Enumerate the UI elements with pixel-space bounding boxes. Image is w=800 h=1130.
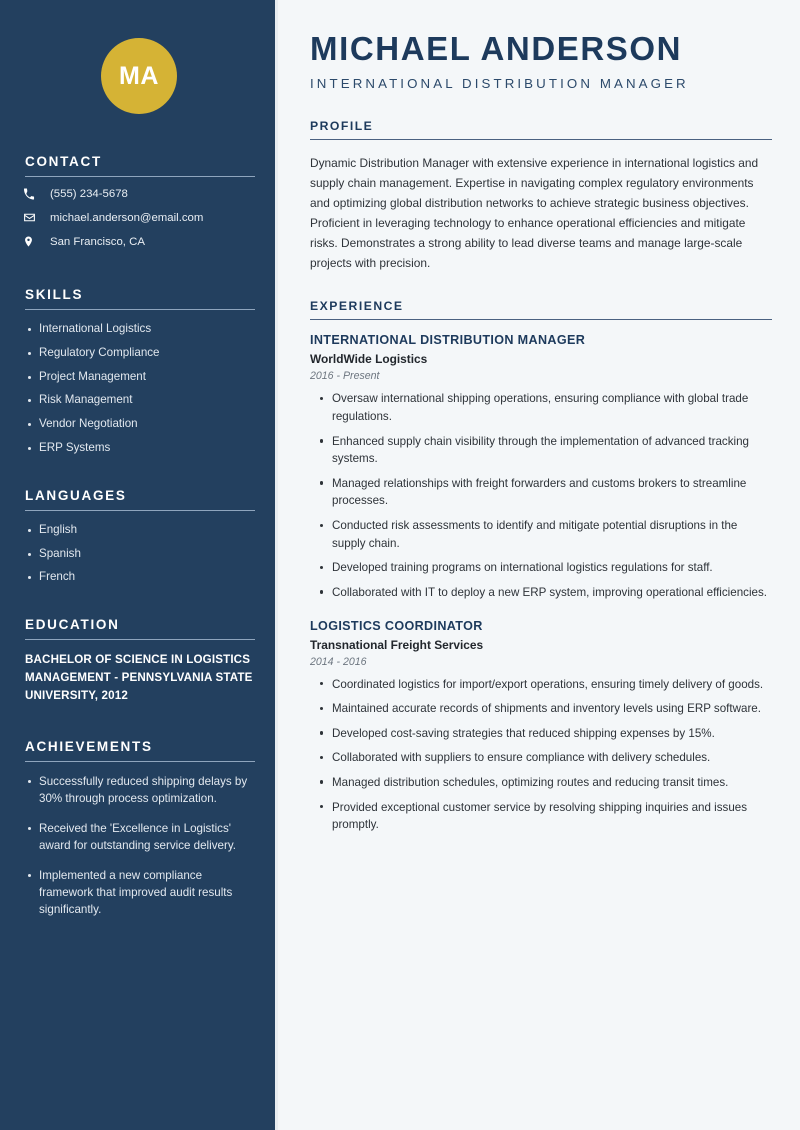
- spacer: [23, 114, 255, 154]
- job-company: WorldWide Logistics: [310, 352, 428, 367]
- skills-section: [23, 287, 255, 457]
- list-item: Enhanced supply chain visibility through the implementation of advanced tracking systems.: [332, 433, 772, 468]
- contact-item-location[interactable]: [23, 235, 255, 248]
- profile-section: [310, 119, 772, 273]
- list-item: Successfully reduced shipping delays by 30% through process optimization.: [39, 773, 255, 808]
- languages-list: [23, 522, 255, 586]
- spacer: [23, 593, 255, 617]
- job-dates: 2014 - 2016: [310, 655, 367, 668]
- contact-item-email[interactable]: [23, 211, 255, 224]
- list-item: Developed training programs on international logistics regulations for staff.: [332, 559, 772, 577]
- education-section: [23, 617, 255, 705]
- experience-entry-1: [310, 333, 772, 601]
- languages-heading: LANGUAGES: [25, 487, 127, 503]
- list-item: ERP Systems: [39, 440, 255, 457]
- contact-heading: CONTACT: [25, 154, 102, 169]
- experience-heading: EXPERIENCE: [310, 299, 404, 314]
- job-bullet-list: [310, 390, 772, 601]
- spacer: [23, 259, 255, 287]
- list-item: Spanish: [39, 546, 255, 563]
- job-company: Transnational Freight Services: [310, 637, 484, 652]
- list-item: Regulatory Compliance: [39, 345, 255, 362]
- languages-section: [23, 488, 255, 586]
- list-item: Risk Management: [39, 392, 255, 409]
- list-item: French: [39, 569, 255, 586]
- profile-heading: PROFILE: [310, 118, 374, 133]
- list-item: Oversaw international shipping operations, ensuring compliance with global trade regulations.: [332, 390, 772, 425]
- list-item: Received the 'Excellence in Logistics' award for outstanding service delivery.: [39, 820, 255, 855]
- list-item: International Logistics: [39, 321, 255, 338]
- spacer: [23, 705, 255, 739]
- job-title: LOGISTICS COORDINATOR: [310, 618, 483, 633]
- list-item: Vendor Negotiation: [39, 416, 255, 433]
- main-content: [278, 0, 800, 1130]
- skills-heading: SKILLS: [25, 287, 84, 302]
- page-title: MICHAEL ANDERSON: [310, 30, 683, 67]
- list-item: Managed distribution schedules, optimizing routes and reducing transit times.: [332, 774, 772, 792]
- contact-location-value: San Francisco, CA: [50, 235, 145, 248]
- list-item: Managed relationships with freight forwarders and customs brokers to streamline processes.: [332, 475, 772, 510]
- contact-phone-value: (555) 234-5678: [50, 188, 128, 200]
- spacer: [23, 464, 255, 488]
- achievements-heading: ACHIEVEMENTS: [25, 739, 153, 755]
- languages-divider: [25, 510, 255, 511]
- education-entry: BACHELOR OF SCIENCE IN LOGISTICS MANAGEMENT - PENNSYLVANIA STATE UNIVERSITY, 2012: [25, 653, 253, 703]
- contact-list: [23, 188, 255, 248]
- job-dates: 2016 - Present: [310, 370, 380, 383]
- achievements-section: [23, 739, 255, 919]
- contact-email-value: michael.anderson@email.com: [50, 211, 204, 224]
- profile-text: Dynamic Distribution Manager with extensive experience in international logistics and supply chain management. Expertise in navigating complex regulatory environments and optimizing global distribution networks to achieve strategic business objectives. Proficient in leveraging technology to enhance operational efficiencies and mitigate risks. Demonstrates a strong ability to lead diverse teams and manage large-scale projects with precision.: [310, 156, 759, 271]
- education-divider: [25, 639, 255, 640]
- job-bullet-list: [310, 676, 772, 834]
- skills-divider: [25, 309, 255, 310]
- experience-section: [310, 299, 772, 834]
- phone-icon: [23, 188, 43, 200]
- contact-divider: [25, 176, 255, 177]
- contact-item-phone[interactable]: [23, 188, 255, 200]
- envelope-icon: [23, 211, 43, 224]
- list-item: Conducted risk assessments to identify and mitigate potential disruptions in the supply chain.: [332, 517, 772, 552]
- skills-list: [23, 321, 255, 457]
- avatar: MA: [101, 38, 177, 114]
- avatar-container: [23, 0, 255, 114]
- education-heading: EDUCATION: [25, 617, 120, 633]
- list-item: Collaborated with IT to deploy a new ERP system, improving operational efficiencies.: [332, 584, 772, 602]
- list-item: Coordinated logistics for import/export operations, ensuring timely delivery of goods.: [332, 676, 772, 694]
- list-item: Project Management: [39, 369, 255, 386]
- experience-divider: [310, 319, 772, 320]
- sidebar-edge-divider: [275, 0, 278, 1130]
- achievements-divider: [25, 761, 255, 762]
- list-item: Collaborated with suppliers to ensure compliance with delivery schedules.: [332, 749, 772, 767]
- list-item: English: [39, 522, 255, 539]
- job-title: INTERNATIONAL DISTRIBUTION MANAGER: [310, 333, 586, 348]
- location-pin-icon: [23, 235, 43, 248]
- list-item: Implemented a new compliance framework that improved audit results significantly.: [39, 867, 255, 919]
- list-item: Developed cost-saving strategies that reduced shipping expenses by 15%.: [332, 725, 772, 743]
- achievements-list: [23, 773, 255, 919]
- experience-entry-2: [310, 619, 772, 834]
- job-subtitle: INTERNATIONAL DISTRIBUTION MANAGER: [310, 75, 689, 91]
- list-item: Provided exceptional customer service by resolving shipping inquiries and issues promptly.: [332, 799, 772, 834]
- profile-divider: [310, 139, 772, 140]
- contact-section: [23, 154, 255, 248]
- list-item: Maintained accurate records of shipments and inventory levels using ERP software.: [332, 700, 772, 718]
- sidebar: [0, 0, 278, 1130]
